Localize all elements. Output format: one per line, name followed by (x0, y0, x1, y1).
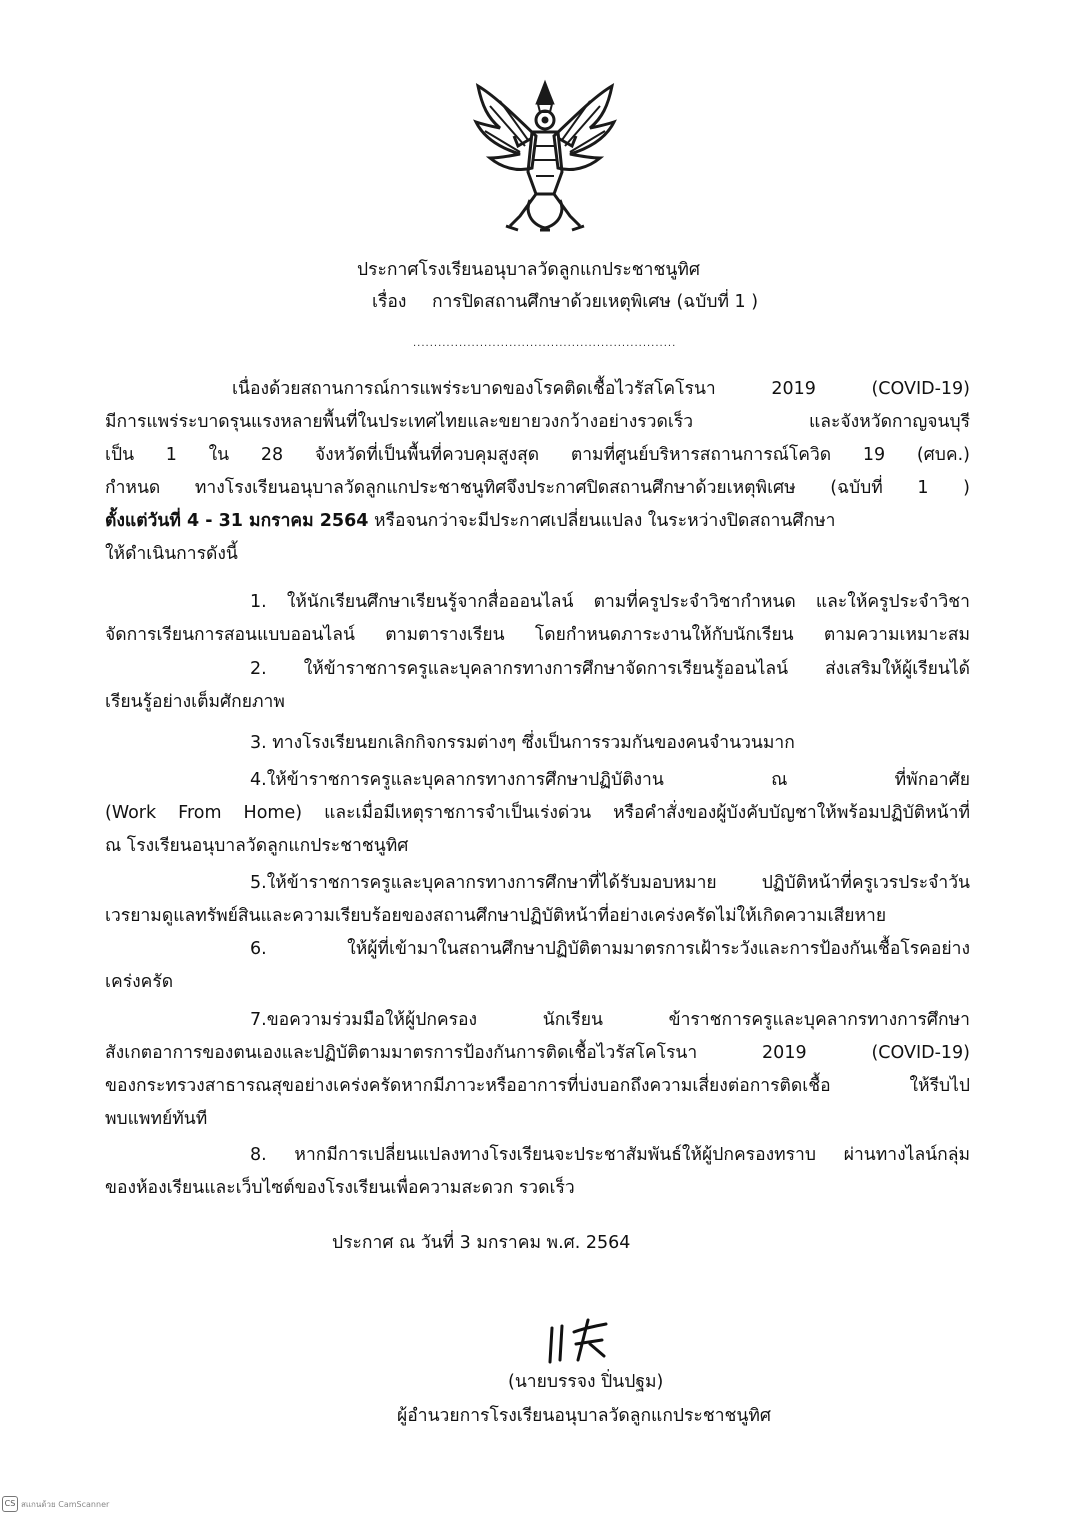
item-3-line-a: 3. ทางโรงเรียนยกเลิกกิจกรรมต่างๆ ซึ่งเป็นการรวมกันของคนจำนวนมาก (250, 733, 795, 753)
intro-line-3: เป็น 1 ใน 28 จังหวัดที่เป็นพื้นที่ควบคุมสูงสุด ตามที่ศูนย์บริหารสถานการณ์โควิด 19 (ศบค.) (105, 445, 970, 465)
item-8-line-a: 8. หากมีการเปลี่ยนแปลงทางโรงเรียนจะประชาสัมพันธ์ให้ผู้ปกครองทราบ ผ่านทางไลน์กลุ่ม (250, 1145, 970, 1165)
signer-title: ผู้อำนวยการโรงเรียนอนุบาลวัดลูกแกประชาชนูทิศ (397, 1406, 772, 1426)
item-4-line-a: 4.ให้ข้าราชการครูและบุคลากรทางการศึกษาปฏิบัติงาน ณ ที่พักอาศัย (250, 770, 970, 790)
item-7-line-c: ของกระทรวงสาธารณสุขอย่างเคร่งครัดหากมีภาวะหรืออาการที่บ่งบอกถึงความเสี่ยงต่อการติดเชื้อ ให้รีบไป (105, 1076, 970, 1096)
item-4-line-c: ณ โรงเรียนอนุบาลวัดลูกแกประชาชนูทิศ (105, 836, 409, 856)
intro-line-6: ให้ดำเนินการดังนี้ (105, 544, 238, 564)
intro-line-2: มีการแพร่ระบาดรุนแรงหลายพื้นที่ในประเทศไทยและขยายวงกว้างอย่างรวดเร็ว และจังหวัดกาญจนบุรี (105, 412, 970, 432)
intro-line-5-rest: หรือจนกว่าจะมีประกาศเปลี่ยนแปลง ในระหว่างปิดสถานศึกษา (368, 511, 836, 531)
item-6-line-a: 6. ให้ผู้ที่เข้ามาในสถานศึกษาปฏิบัติตามมาตรการเฝ้าระวังและการป้องกันเชื้อโรคอย่าง (250, 939, 970, 959)
subject-label: เรื่อง (372, 292, 407, 312)
item-7-line-d: พบแพทย์ทันที (105, 1109, 208, 1129)
signer-name: (นายบรรจง ปิ่นปฐม) (508, 1372, 664, 1392)
intro-line-1: เนื่องด้วยสถานการณ์การแพร่ระบาดของโรคติดเชื้อไวรัสโคโรนา 2019 (COVID-19) (232, 379, 970, 399)
subject-text: การปิดสถานศึกษาด้วยเหตุพิเศษ (ฉบับที่ 1 ) (432, 292, 759, 312)
garuda-emblem-icon (470, 76, 620, 236)
signature-mark (540, 1310, 630, 1370)
item-7-line-b: สังเกตอาการของตนเองและปฏิบัติตามมาตรการป้องกันการติดเชื้อไวรัสโคโรนา 2019 (COVID-19) (105, 1043, 970, 1063)
item-7-line-a: 7.ขอความร่วมมือให้ผู้ปกครอง นักเรียน ข้าราชการครูและบุคลากรทางการศึกษา (250, 1010, 970, 1030)
item-8-line-b: ของห้องเรียนและเว็บไซต์ของโรงเรียนเพื่อความสะดวก รวดเร็ว (105, 1178, 575, 1198)
item-1-line-b: จัดการเรียนการสอนแบบออนไลน์ ตามตารางเรียน โดยกำหนดภาระงานให้กับนักเรียน ตามความเหมาะสม (105, 625, 970, 645)
announcement-title: ประกาศโรงเรียนอนุบาลวัดลูกแกประชาชนูทิศ (357, 260, 700, 280)
intro-line-4: กำหนด ทางโรงเรียนอนุบาลวัดลูกแกประชาชนูทิศจึงประกาศปิดสถานศึกษาด้วยเหตุพิเศษ (ฉบับที่ 1 ) (105, 478, 970, 498)
announced-date: ประกาศ ณ วันที่ 3 มกราคม พ.ศ. 2564 (332, 1233, 631, 1253)
item-4-line-b: (Work From Home) และเมื่อมีเหตุราชการจำเป็นเร่งด่วน หรือคำสั่งของผู้บังคับบัญชาให้พร้อมปฏิบัติหน้าที่ (105, 803, 970, 823)
item-2-line-b: เรียนรู้อย่างเต็มศักยภาพ (105, 692, 285, 712)
camscanner-watermark: สแกนด้วย CamScanner (21, 1500, 110, 1509)
intro-line-5 (105, 509, 835, 533)
item-5-line-b: เวรยามดูแลทรัพย์สินและความเรียบร้อยของสถานศึกษาปฏิบัติหน้าที่อย่างเคร่งครัดไม่ให้เกิดความเสียหาย (105, 906, 887, 926)
item-6-line-b: เคร่งครัด (105, 972, 174, 992)
item-2-line-a: 2. ให้ข้าราชการครูและบุคลากรทางการศึกษาจัดการเรียนรู้ออนไลน์ ส่งเสริมให้ผู้เรียนได้ (250, 659, 970, 679)
item-5-line-a: 5.ให้ข้าราชการครูและบุคลากรทางการศึกษาที่ได้รับมอบหมาย ปฏิบัติหน้าที่ครูเวรประจำวัน (250, 873, 970, 893)
header-separator: ............................................................... (413, 338, 677, 349)
item-1-line-a: 1. ให้นักเรียนศึกษาเรียนรู้จากสื่อออนไลน์ ตามที่ครูประจำวิชากำหนด และให้ครูประจำวิชา (250, 592, 970, 612)
camscanner-icon: CS (2, 1496, 18, 1512)
intro-dates-bold: ตั้งแต่วันที่ 4 - 31 มกราคม 2564 (105, 511, 369, 531)
